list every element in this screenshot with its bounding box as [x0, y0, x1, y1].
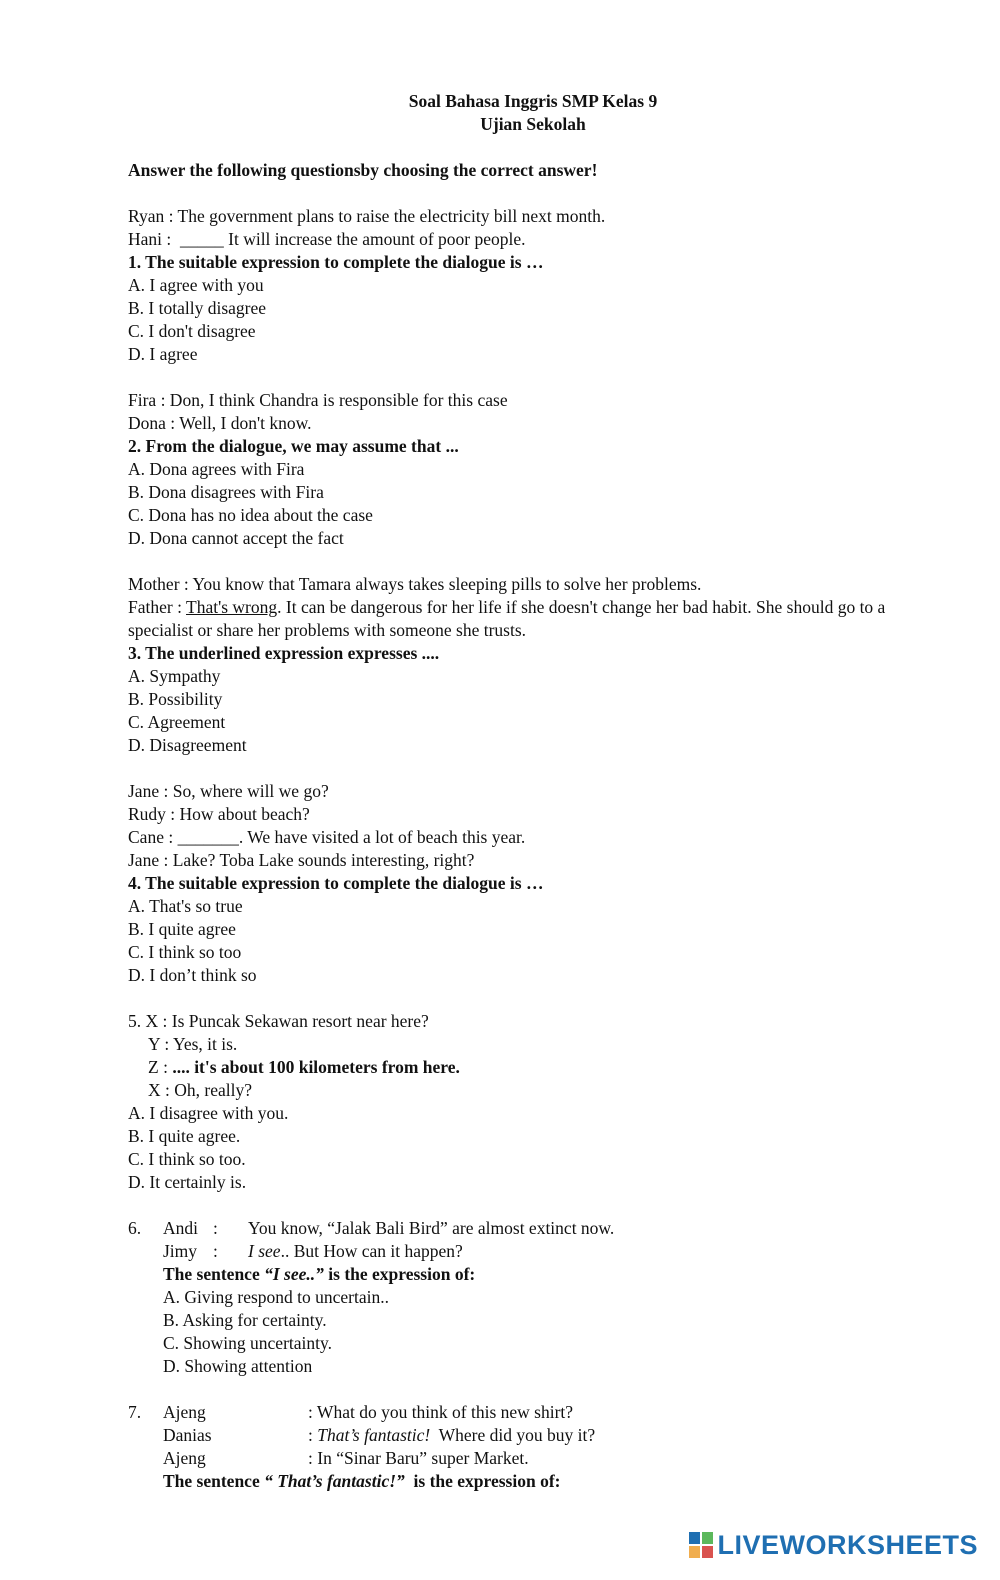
dialogue-line: Dona : Well, I don't know.: [128, 413, 312, 433]
page-title: Soal Bahasa Inggris SMP Kelas 9: [408, 91, 658, 111]
dialogue-line: Cane : _______. We have visited a lot of beach this year.: [128, 827, 526, 847]
colon: :: [213, 1218, 218, 1238]
option-b[interactable]: B. Asking for certainty.: [163, 1310, 327, 1330]
question-number: 7.: [128, 1402, 142, 1422]
option-c[interactable]: C. Agreement: [128, 712, 226, 732]
dialogue-line: 5. X : Is Puncak Sekawan resort near here?: [128, 1011, 429, 1031]
option-d[interactable]: D. I agree: [128, 344, 198, 364]
option-b[interactable]: B. I totally disagree: [128, 298, 267, 318]
option-c[interactable]: C. I think so too: [128, 942, 242, 962]
question-text: The sentence “ That’s fantastic!” is the expression of:: [163, 1471, 561, 1491]
question-text: 1. The suitable expression to complete the dialogue is …: [128, 252, 544, 272]
dialogue-text: : That’s fantastic! Where did you buy it?: [308, 1425, 596, 1445]
dialogue-line: Hani : _____ It will increase the amount of poor people.: [128, 229, 526, 249]
dialogue-line: [128, 1217, 908, 1240]
option-a[interactable]: A. I agree with you: [128, 275, 264, 295]
question-text: The sentence “I see..” is the expression of:: [163, 1264, 476, 1284]
dialogue-text: . It can be dangerous for her life if she doesn't change her bad habit. She should go to a specialist or share her problems with someone she trusts.: [128, 597, 886, 640]
option-c[interactable]: C. Dona has no idea about the case: [128, 505, 373, 525]
option-c[interactable]: C. Showing uncertainty.: [163, 1333, 332, 1353]
dialogue-line: Y : Yes, it is.: [148, 1034, 238, 1054]
question-text: 3. The underlined expression expresses ....: [128, 643, 440, 663]
speaker-label: Jimy: [163, 1241, 198, 1261]
dialogue-text: .... it's about 100 kilometers from here.: [172, 1057, 460, 1077]
option-a[interactable]: A. Sympathy: [128, 666, 221, 686]
speaker-label: Danias: [163, 1425, 212, 1445]
question-5: [128, 1010, 908, 1194]
dialogue-line: [128, 1447, 908, 1470]
option-d[interactable]: D. I don’t think so: [128, 965, 257, 985]
option-d[interactable]: D. Dona cannot accept the fact: [128, 528, 344, 548]
speaker-label: Z :: [148, 1057, 173, 1077]
option-a[interactable]: A. That's so true: [128, 896, 243, 916]
option-c[interactable]: C. I don't disagree: [128, 321, 256, 341]
option-b[interactable]: B. I quite agree: [128, 919, 236, 939]
option-d[interactable]: D. Disagreement: [128, 735, 247, 755]
dialogue-line: [128, 596, 908, 642]
question-4: [128, 780, 908, 987]
option-d[interactable]: D. Showing attention: [163, 1356, 313, 1376]
speaker-label: Andi: [163, 1218, 198, 1238]
speaker-label: Ajeng: [163, 1448, 206, 1468]
instruction: Answer the following questionsby choosing the correct answer!: [128, 160, 598, 180]
question-text: 4. The suitable expression to complete the dialogue is …: [128, 873, 544, 893]
underlined-expression: That's wrong: [186, 597, 278, 617]
colon: :: [213, 1241, 218, 1261]
question-number: 6.: [128, 1218, 142, 1238]
speaker-label: Father :: [128, 597, 187, 617]
option-b[interactable]: B. I quite agree.: [128, 1126, 241, 1146]
logo-text: LIVEWORKSHEETS: [717, 1529, 978, 1560]
question-text: 2. From the dialogue, we may assume that ...: [128, 436, 459, 456]
dialogue-line: [128, 1424, 908, 1447]
dialogue-line: X : Oh, really?: [148, 1080, 252, 1100]
dialogue-line: Fira : Don, I think Chandra is responsible for this case: [128, 390, 508, 410]
dialogue-line: Mother : You know that Tamara always takes sleeping pills to solve her problems.: [128, 574, 702, 594]
dialogue-line: [128, 1056, 908, 1079]
logo-icon: [689, 1532, 713, 1558]
dialogue-line: Ryan : The government plans to raise the electricity bill next month.: [128, 206, 606, 226]
dialogue-text: : In “Sinar Baru” super Market.: [308, 1448, 529, 1468]
dialogue-line: [128, 1401, 908, 1424]
dialogue-line: [128, 1240, 908, 1263]
question-2: [128, 389, 908, 550]
option-a[interactable]: A. Giving respond to uncertain..: [163, 1287, 389, 1307]
dialogue-line: Jane : So, where will we go?: [128, 781, 329, 801]
option-b[interactable]: B. Dona disagrees with Fira: [128, 482, 324, 502]
dialogue-text: : What do you think of this new shirt?: [308, 1402, 574, 1422]
option-b[interactable]: B. Possibility: [128, 689, 223, 709]
question-6: [128, 1217, 908, 1378]
page-subtitle: Ujian Sekolah: [480, 114, 586, 134]
worksheet-page: [128, 90, 908, 1493]
liveworksheets-logo: [689, 1529, 978, 1560]
option-a[interactable]: A. Dona agrees with Fira: [128, 459, 305, 479]
dialogue-text: You know, “Jalak Bali Bird” are almost extinct now.: [248, 1218, 615, 1238]
question-1: [128, 205, 908, 366]
option-c[interactable]: C. I think so too.: [128, 1149, 246, 1169]
dialogue-line: Jane : Lake? Toba Lake sounds interesting, right?: [128, 850, 475, 870]
speaker-label: Ajeng: [163, 1402, 206, 1422]
question-7: [128, 1401, 908, 1493]
option-d[interactable]: D. It certainly is.: [128, 1172, 247, 1192]
dialogue-text: I see.. But How can it happen?: [248, 1241, 463, 1261]
question-3: [128, 573, 908, 757]
option-a[interactable]: A. I disagree with you.: [128, 1103, 289, 1123]
dialogue-line: Rudy : How about beach?: [128, 804, 310, 824]
